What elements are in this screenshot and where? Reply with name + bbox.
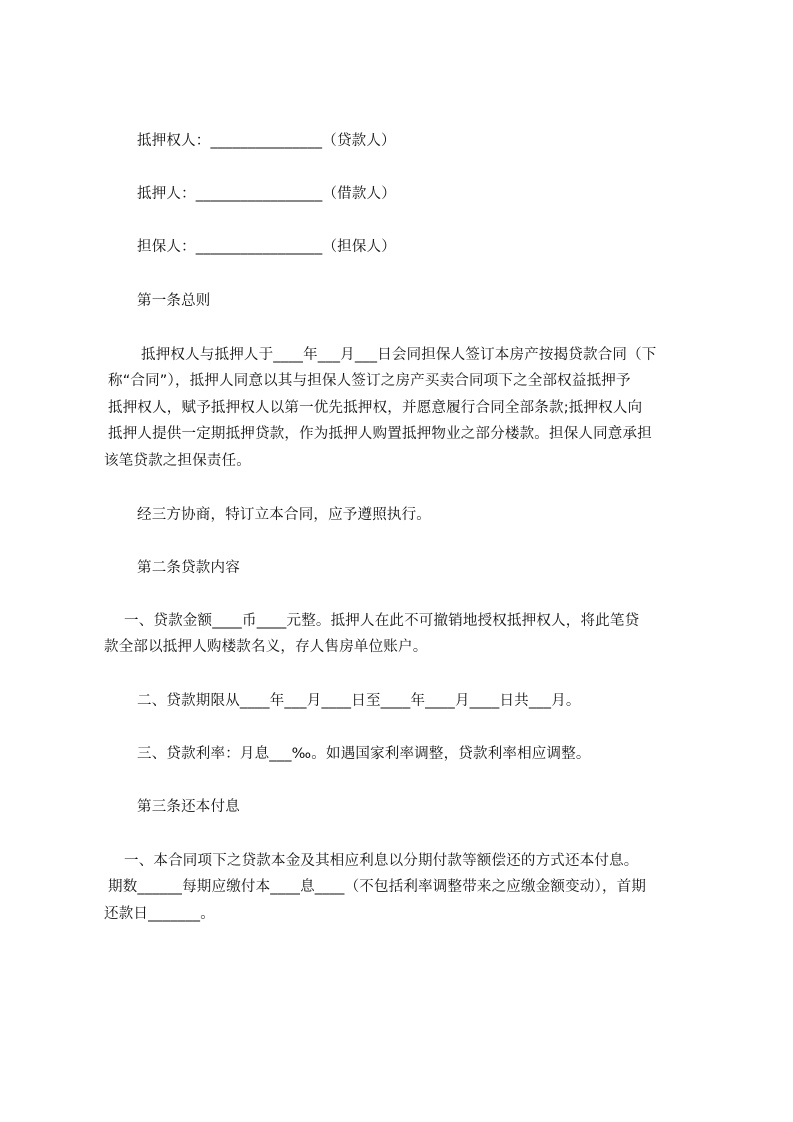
mortgagee-line: 抵押权人：_______________（贷款人） <box>137 133 396 149</box>
loan-term-line: 二、贷款期限从____年___月____日至____年____月____日共___月。 <box>137 693 581 709</box>
article2-heading: 第二条贷款内容 <box>137 560 240 576</box>
guarantor-line: 担保人：_________________（担保人） <box>137 239 396 255</box>
article1-paragraph-line: 抵押权人与抵押人于____年___月___日会同担保人签订本房产按揭贷款合同（下 <box>141 347 657 363</box>
loan-amount-line: 一、贷款金额____币____元整。抵押人在此不可撤销地授权抵押权人，将此笔贷 <box>124 613 640 629</box>
repayment-line: 还款日_______。 <box>104 906 215 922</box>
repayment-line: 一、本合同项下之贷款本金及其相应利息以分期付款等额偿还的方式还本付息。 <box>124 853 639 869</box>
interest-rate-line: 三、贷款利率：月息___‰。如遇国家利率调整，贷款利率相应调整。 <box>137 746 591 762</box>
agreement-statement: 经三方协商，特订立本合同，应予遵照执行。 <box>137 507 431 523</box>
article1-paragraph-line: 该笔贷款之担保责任。 <box>104 453 251 469</box>
article3-heading: 第三条还本付息 <box>137 799 240 815</box>
article1-paragraph-line: 抵押权人，赋予抵押权人以第一优先抵押权，并愿意履行合同全部条款;抵押权人向 <box>108 400 643 416</box>
article1-heading: 第一条总则 <box>137 293 211 309</box>
article1-paragraph-line: 称“合同”），抵押人同意以其与担保人签订之房产买卖合同项下之全部权益抵押予 <box>108 373 631 389</box>
mortgagor-line: 抵押人：_________________（借款人） <box>137 186 396 202</box>
loan-amount-line: 款全部以抵押人购楼款名义，存人售房单位账户。 <box>104 639 428 655</box>
article1-paragraph-line: 抵押人提供一定期抵押贷款，作为抵押人购置抵押物业之部分楼款。担保人同意承担 <box>108 426 652 442</box>
repayment-line: 期数______每期应缴付本____息____（不包括利率调整带来之应缴金额变动），首期 <box>108 879 647 895</box>
